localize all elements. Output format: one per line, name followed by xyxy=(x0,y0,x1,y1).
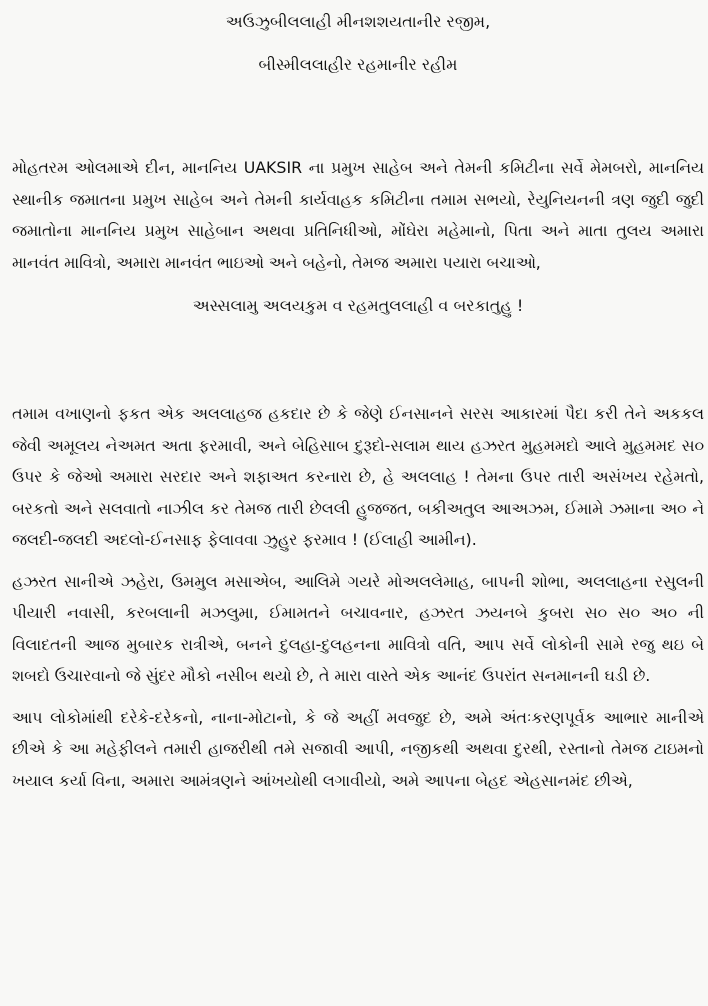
address-paragraph xyxy=(12,152,704,278)
opening-invocation-line-2: બીસ્મીલલાહીર રહમાનીર રહીમ xyxy=(258,55,458,74)
body-paragraph-1: તમામ વખાણનો ફકત એક અલલાહજ હકદાર છે કે જેણે ઈનસાનને સરસ આકારમાં પૈદા કરી તેને અકકલ જેવી અમૂલય નેઅમત અતા ફરમાવી, અને બેહિસાબ દુરૂદો-સલામ થાય હઝરત મુહમમદો આલે મુહમમદ સ૦ ઉપર કે જેઓ અમારા સરદાર અને શફાઅત કરનારા છે, હે અલલાહ ! તેમના ઉપર તારી અસંખય રહેમતો, બરકતો અને સલવાતો નાઝીલ કર તેમજ તારી છેલલી હુજજત, બકીઅતુલ આઅઝમ, ઈમામે ઝમાના અ૦ ને જલદી-જલદી અદલો-ઈનસાફ ફેલાવવા ઝુહુર ફરમાવ ! (ઈલાહી આમીન). xyxy=(12,404,704,549)
opening-invocation-line-1: અઉઝુબીલલાહી મીનશશયતાનીર રજીમ, xyxy=(225,12,491,31)
greeting-line: અસ્સલામુ અલયકુમ વ રહમતુલલાહી વ બરકાતુહુ ! xyxy=(192,296,524,315)
address-text-part-1: મોહતરમ ઓલમાએ દીન, માનનિય xyxy=(12,158,244,177)
address-text-part-2: ના પ્રમુખ સાહેબ અને તેમની કમિટીના સર્વે મેમબરો, માનનિય સ્થાનીક જમાતના પ્રમુખ સાહેબ અને તેમની કાર્યવાહક કમિટીના તમામ સભયો, રેયુનિયનની ત્રણ જુદી જુદી જમાતોના માનનિય પ્રમુખ સાહેબાન અથવા પ્રતિનિધીઓ, મોંઘેરા મહેમાનો, પિતા અને માતા તુલય અમારા માનવંત માવિત્રો, અમારા માનવંત ભાઇઓ અને બહેનો, તેમજ અમારા પયારા બચાઓ, xyxy=(12,158,704,272)
organization-name: UAKSIR xyxy=(243,158,303,177)
body-paragraph-3: આપ લોકોમાંથી દરેકે-દરેકનો, નાના-મોટાનો, કે જે અહીં મવજુદ છે, અમે અંતઃકરણપૂર્વક આભાર માનીએ છીએ કે આ મહેફીલને તમારી હાજરીથી તમે સજાવી આપી, નજીકથી અથવા દુરથી, રસ્તાનો તેમજ ટાઇમનો ખયાલ કર્યા વિના, અમારા આમંત્રણને આંખયોથી લગાવીયો, અમે આપના બેહદ એહસાનમંદ છીએ, xyxy=(12,707,704,790)
body-paragraph-2: હઝરત સાનીએ ઝહેરા, ઉમમુલ મસાએબ, આલિમે ગયરે મોઅલલેમાહ, બાપની શોભા, અલલાહના રસુલની પીયારી નવાસી, કરબલાની મઝલુમા, ઈમામતને બચાવનાર, હઝરત ઝયનબે કુબરા સ૦ સ૦ અ૦ ની વિલાદતની આજ મુબારક રાત્રીએ, બનને દુલહા-દુલહનના માવિત્રો વતિ, આપ સર્વે લોકોની સામે રજુ થઇ બે શબદો ઉચારવાનો જે સુંદર મૌકો નસીબ થયો છે, તે મારા વાસ્તે એક આનંદ ઉપરાંત સનમાનની ઘડી છે. xyxy=(12,571,704,685)
